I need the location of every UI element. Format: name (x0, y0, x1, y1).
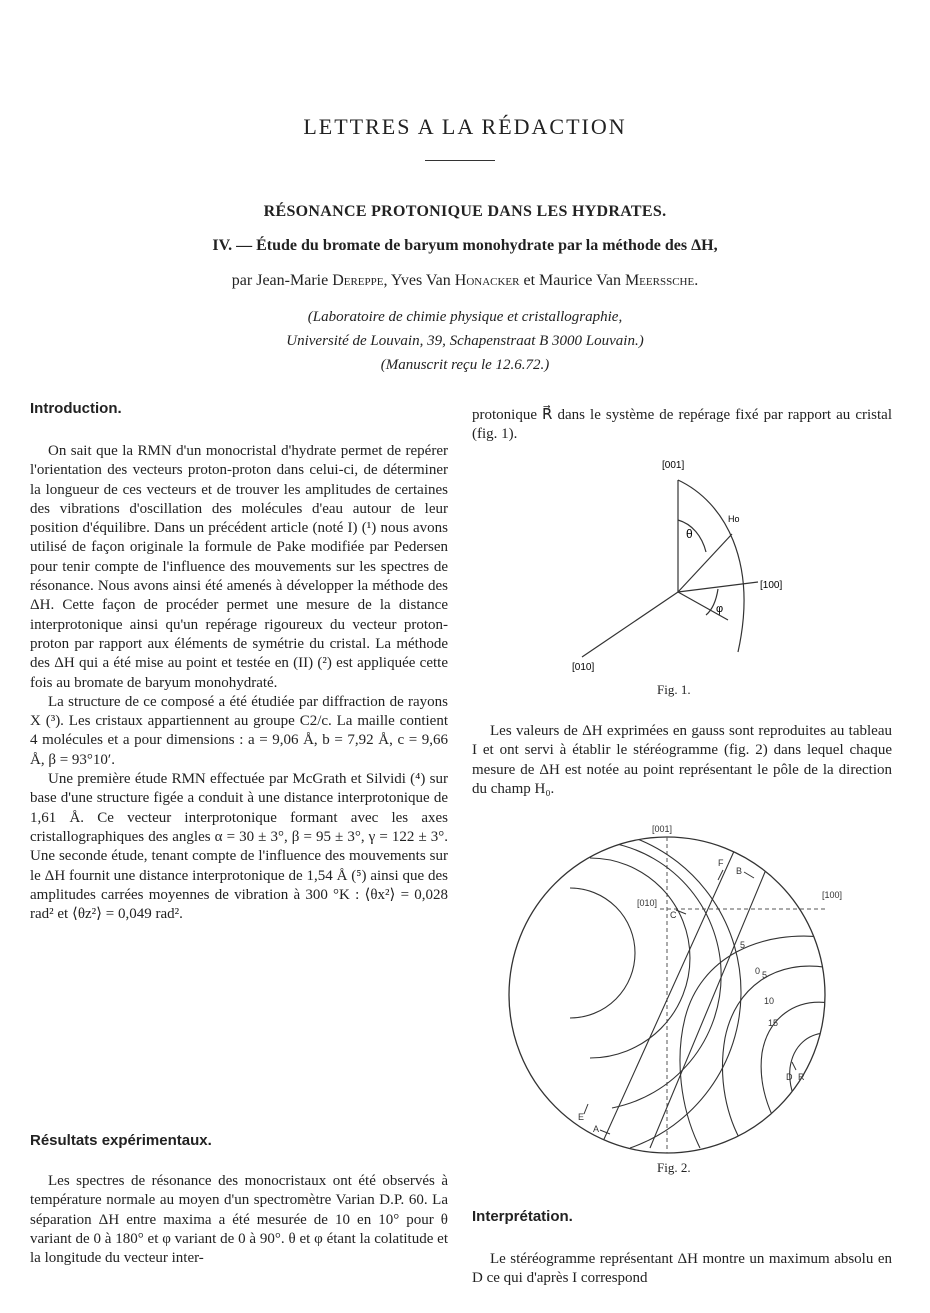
stereo-label-a: A (593, 1124, 600, 1134)
stereo-contour-label-0: 0 (755, 966, 761, 976)
stereo-arrow-r (792, 1062, 796, 1070)
affiliation-line-2: Université de Louvain, 39, Schapenstraat B 3000 Louvain.) (286, 333, 644, 349)
stereo-label-f: F (718, 858, 724, 868)
values-paragraph: Les valeurs de ΔH exprimées en gauss sont reproduites au tableau I et ont servi à établir le stéréogramme (fig. 2) dans lequel chaque mesure de ΔH est notée au point représentant le pôle de la direction du champ H₀. (472, 723, 892, 797)
fig1-label-ho: Ho (728, 514, 740, 524)
fig1-label-100: [100] (760, 580, 783, 591)
title-rule (425, 160, 495, 161)
introduction-body (30, 442, 448, 924)
continuation-paragraph: protonique R⃗ dans le système de repérage fixé par rapport au cristal (fig. 1). (472, 407, 892, 443)
stereo-label-100: [100] (822, 890, 843, 900)
stereo-arrow-a (600, 1130, 610, 1134)
article-title: RÉSONANCE PROTONIQUE DANS LES HYDRATES. (263, 203, 667, 220)
authors-line (0, 272, 930, 290)
fig1-label-phi: φ (716, 603, 724, 615)
fig1-axis-010 (582, 592, 678, 657)
fig1-label-001: [001] (662, 460, 685, 471)
intro-paragraph-3: Une première étude RMN effectuée par McGrath et Silvidi (⁴) sur base d'une structure figée a conduit à une distance interprotonique de 1,61 Å. Ce vecteur interprotonique formant avec les axes cristallographiques des angles α = 30 ± 3°, β = 95 ± 3°, γ = 122 ± 3°. Une seconde étude, tenant compte de l'influence des mouvements sur le ΔH fournit une distance interprotonique de 1,54 Å (⁵) ainsi que des amplitudes carrées moyennes de vibration à 300 °K : ⟨θx²⟩ = 0,028 rad² et ⟨θz²⟩ = 0,049 rad². (30, 771, 448, 923)
fig1-field-vector (678, 534, 732, 592)
interpretation-heading: Interprétation. (472, 1208, 573, 1225)
stereo-label-d: D (786, 1072, 793, 1082)
results-heading: Résultats expérimentaux. (30, 1132, 212, 1149)
stereo-contour-left-1 (570, 888, 635, 1018)
stereo-contour-left-2 (590, 858, 690, 1058)
stereo-contour-15 (810, 1058, 830, 1106)
figure-2-stereogram (500, 818, 860, 1158)
stereo-arrow-b (744, 872, 754, 878)
authors-mid-1: , Yves Van (383, 272, 455, 289)
author-2: Honacker (454, 272, 520, 289)
stereo-label-010: [010] (637, 898, 658, 908)
stereo-label-b: B (736, 866, 743, 876)
affiliation-line-1: (Laboratoire de chimie physique et cristallographie, (307, 309, 623, 325)
stereo-contour-0 (722, 966, 830, 1148)
introduction-heading: Introduction. (30, 400, 122, 417)
figure-1-caption: Fig. 1. (657, 682, 691, 697)
stereo-label-e: E (578, 1112, 585, 1122)
stereo-arrow-c (676, 910, 686, 914)
intro-paragraph-1: On sait que la RMN d'un monocristal d'hydrate permet de repérer l'orientation des vecteurs proton-proton dans celui-ci, de déterminer la longueur de ces vecteurs et de trouver les amplitudes de certaines des vibrations d'oscillation des molécules d'eau autour de leur position d'équilibre. Dans un précédent article (noté I) (¹) nous avons utilisé de façon originale la formule de Pake modifiée par Pedersen pour tenir compte de l'influence des mouvements sur les spectres de résonance. Nous avons ainsi été amenés à développer la méthode des ΔH. Cette façon de procéder permet une mesure de la distance interprotonique ainsi qu'un repérage rigoureux du vecteur proton-proton par rapport aux éléments de symétrie du cristal. La méthode des ΔH qui a été mise au point et testée en (II) (²) est appliquée cette fois au bromate de baryum monohydraté. (30, 443, 448, 691)
author-1: Dereppe (332, 272, 384, 289)
authors-prefix: par Jean-Marie (231, 272, 333, 289)
authors-mid-2: et Maurice Van (519, 272, 625, 289)
journal-section-title: LETTRES A LA RÉDACTION (303, 114, 627, 139)
intro-paragraph-2: La structure de ce composé a été étudiée par diffraction de rayons X (³). Les cristaux appartiennent au groupe C2/c. La maille contient 4 molécules et a pour dimensions : a = 9,06 Å, b = 7,92 Å, c = 9,66 Å, β = 93°10′. (30, 693, 448, 768)
article-subtitle: IV. — Étude du bromate de baryum monohydrate par la méthode des ΔH, (212, 237, 718, 254)
results-paragraph-1: Les spectres de résonance des monocristaux ont été observés à température normale au moyen d'un spectromètre Varian D.P. 60. La séparation ΔH entre maxima a été mesurée de 10 en 10° pour θ variant de 0 à 180° et φ variant de 0 à 90°. θ et φ étant la colatitude et la longitude du vecteur inter- (30, 1173, 448, 1267)
stereo-contour-label-10: 10 (764, 996, 775, 1006)
stereo-label-001: [001] (652, 824, 673, 834)
stereo-contour-label-5: 5 (740, 940, 746, 950)
interpretation-paragraph: Le stéréogramme représentant ΔH montre un maximum absolu en D ce qui d'après I correspond (472, 1251, 892, 1287)
stereo-label-c: C (670, 910, 677, 920)
authors-end: . (694, 272, 699, 289)
fig1-label-theta: θ (686, 527, 693, 541)
stereo-arrow-e (584, 1104, 588, 1114)
stereo-contour-10 (790, 1033, 830, 1120)
stereo-contour-label-15: 15 (768, 1018, 779, 1028)
stereo-label-r: R (798, 1072, 805, 1082)
stereo-contour-label-5b: 5 (762, 970, 768, 980)
received-date: (Manuscrit reçu le 12.6.72.) (380, 357, 550, 373)
interpretation-body (472, 1250, 892, 1289)
stereo-great-circle-2 (650, 848, 775, 1148)
results-body (30, 1172, 448, 1268)
values-text (472, 722, 892, 799)
author-3: Meerssche (624, 272, 695, 289)
figure-2-caption: Fig. 2. (657, 1160, 691, 1175)
figure-1 (560, 452, 820, 677)
fig1-label-010: [010] (572, 662, 595, 673)
fig1-meridian-arc (678, 480, 744, 652)
continuation-text (472, 406, 892, 445)
